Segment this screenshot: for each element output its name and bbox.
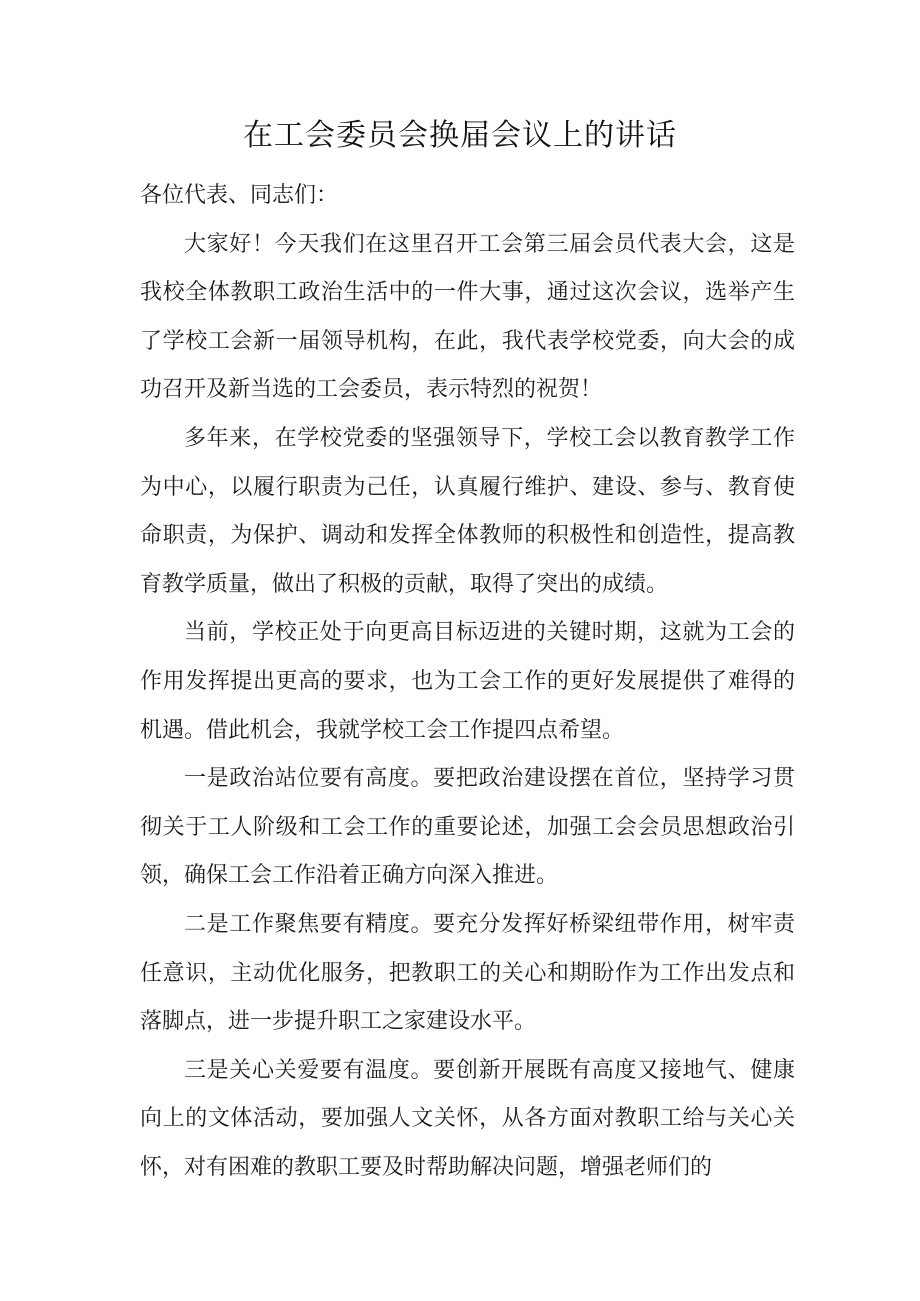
paragraph-current-situation: 当前，学校正处于向更高目标迈进的关键时期，这就为工会的作用发挥提出更高的要求，也为工会工作的更好发展提供了难得的机遇。借此机会，我就学校工会工作提四点希望。	[140, 620, 795, 743]
document-title: 在工会委员会换届会议上的讲话	[243, 118, 677, 153]
paragraph-hope-focus: 二是工作聚焦要有精度。要充分发挥好桥梁纽带作用，树牢责任意识，主动优化服务，把教职工的关心和期盼作为工作出发点和落脚点，进一步提升职工之家建设水平。	[140, 911, 795, 1035]
paragraph-hope-political: 一是政治站位要有高度。要把政治建设摆在首位，坚持学习贯彻关于工人阶级和工会工作的重要论述，加强工会会员思想政治引领，确保工会工作沿着正确方向深入推进。	[140, 766, 795, 889]
document-body	[140, 172, 795, 1192]
paragraph-greeting: 大家好！今天我们在这里召开工会第三届会员代表大会，这是我校全体教职工政治生活中的一件大事，通过这次会议，选举产生了学校工会新一届领导机构，在此，我代表学校党委，向大会的成功召开及新当选的工会委员，表示特烈的祝贺！	[140, 231, 795, 403]
salutation: 各位代表、同志们：	[140, 183, 339, 208]
paragraph-hope-care: 三是关心关爱要有温度。要创新开展既有高度又接地气、健康向上的文体活动，要加强人文关怀，从各方面对教职工给与关心关怀，对有困难的教职工要及时帮助解决问题，增强老师们的	[140, 1057, 795, 1180]
paragraph-achievements: 多年来，在学校党委的坚强领导下，学校工会以教育教学工作为中心，以履行职责为己任，认真履行维护、建设、参与、教育使命职责，为保护、调动和发挥全体教师的积极性和创造性，提高教育教学质量，做出了积极的贡献，取得了突出的成绩。	[140, 425, 795, 597]
